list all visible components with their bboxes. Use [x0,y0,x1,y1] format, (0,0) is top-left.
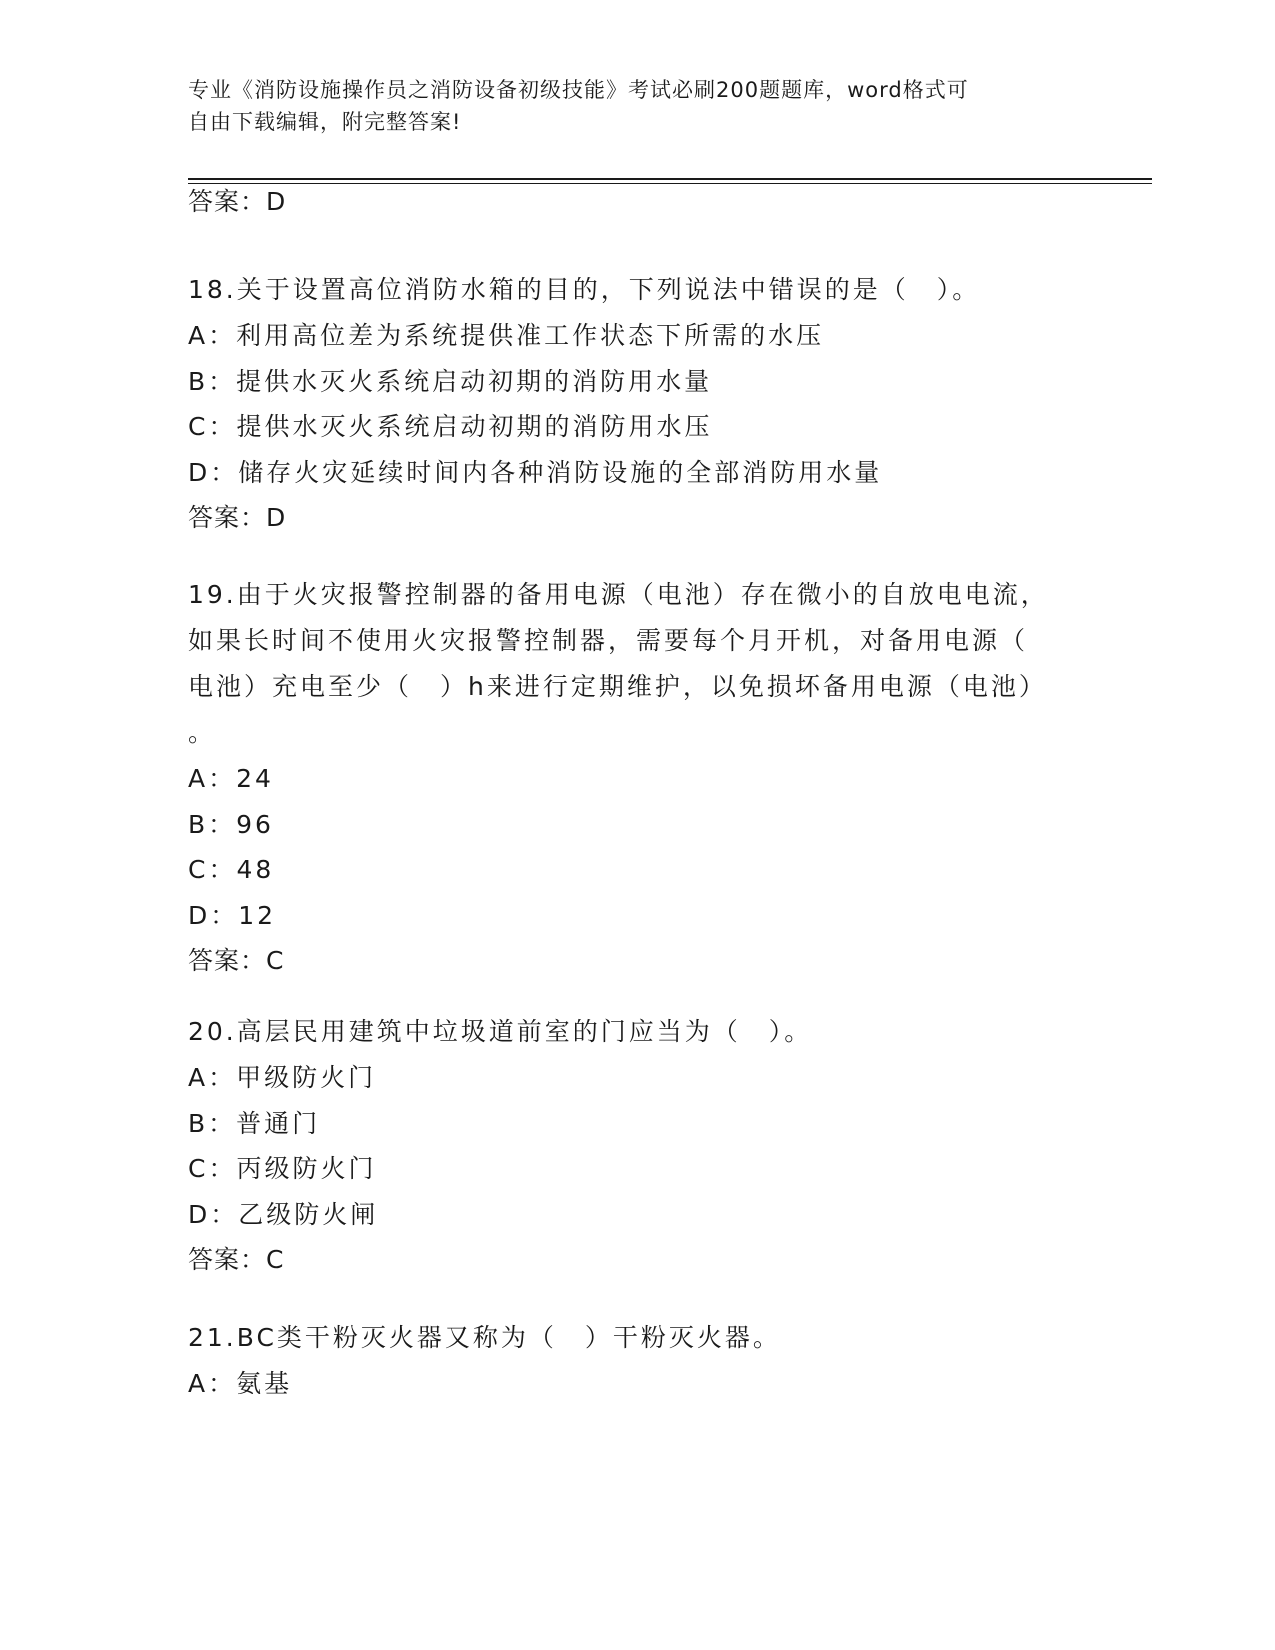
option-c: C：丙级防火门 [188,1154,377,1183]
question-18 [188,267,1088,540]
question-20-stem [188,1009,1088,1055]
option-b: B：提供水灭火系统启动初期的消防用水量 [188,366,713,396]
option-d: D：乙级防火闸 [188,1199,379,1229]
question-stem-line: 20.高层民用建筑中垃圾道前室的门应当为（ ）。 [188,1017,813,1046]
question-19 [188,572,1088,983]
option-d: D：储存火灾延续时间内各种消防设施的全部消防用水量 [188,457,883,487]
header-line-2: 自由下载编辑，附完整答案! [188,110,462,134]
option-a: A：利用高位差为系统提供准工作状态下所需的水压 [188,321,825,350]
question-stem-line: 19.由于火灾报警控制器的备用电源（电池）存在微小的自放电电流， [188,580,1049,609]
option-b: B：普通门 [188,1108,321,1138]
question-20 [188,1009,1088,1282]
option-b: B：96 [188,809,274,839]
option-c: C：提供水灭火系统启动初期的消防用水压 [188,412,713,441]
question-18-stem [188,267,1088,313]
question-stem-line: 电池）充电至少（ ）h来进行定期维护，以免损坏备用电源（电池） [188,672,1047,701]
question-21-stem [188,1315,1088,1361]
answer-19: 答案：C [188,946,285,975]
question-19-stem [188,572,1088,756]
answer-20: 答案：C [188,1245,285,1274]
option-a: A：氨基 [188,1369,293,1398]
question-stem-line: 18.关于设置高位消防水箱的目的，下列说法中错误的是（ ）。 [188,275,981,304]
question-stem-line: 如果长时间不使用火灾报警控制器，需要每个月开机，对备用电源（ [188,626,1029,655]
question-stem-line: 21.BC类干粉灭火器又称为（ ）干粉灭火器。 [188,1323,781,1352]
question-21 [188,1315,1088,1407]
document-header [188,74,1068,138]
answer-18: 答案：D [188,503,287,532]
option-d: D：12 [188,900,277,930]
answer-17: 答案：D [188,187,287,216]
option-c: C：48 [188,855,275,884]
question-stem-line: 。 [188,718,217,747]
option-a: A：24 [188,764,274,793]
header-line-1: 专业《消防设施操作员之消防设备初级技能》考试必刷200题题库，word格式可 [188,78,969,102]
option-a: A：甲级防火门 [188,1063,377,1092]
